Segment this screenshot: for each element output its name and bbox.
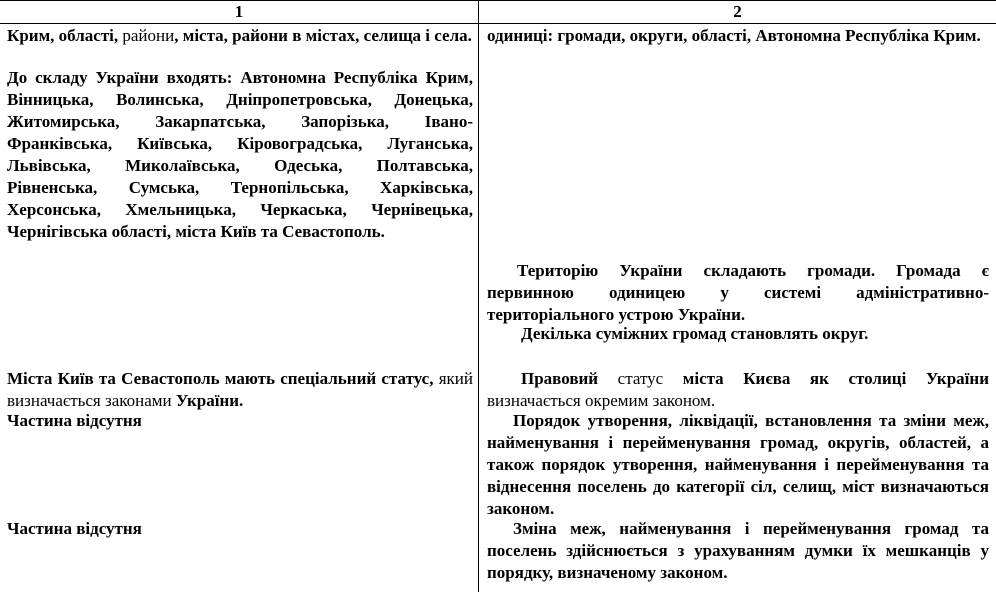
right-status-text-a: Правовий [521,369,618,388]
right-status-text-c: міста Києва як столиці України [663,369,989,388]
left-cell-special-status [7,368,473,412]
column-header-1: 1 [0,0,478,24]
column-divider [478,0,479,592]
left-cell-missing-2: Частина відсутня [7,519,142,538]
right-cell-units: одиниці: громади, округи, області, Автономна Республіка Крим. [487,26,981,45]
right-cell-procedure: Порядок утворення, ліквідації, встановлення та зміни меж, найменування і перейменування громад, округів, областей, а також порядок утворення, найменування і перейменування та віднесення поселень до категорії сіл, селищ, міст визначаються законом. [487,411,989,518]
left-units-text-c: , міста, райони в містах, селища і села. [174,26,472,45]
right-status-text-d: визначається окремим законом. [487,391,716,410]
left-cell-missing-1: Частина відсутня [7,411,142,430]
left-cell-composition: До складу України входять: Автономна Республіка Крим, Вінницька, Волинська, Дніпропетровська, Донецька, Житомирська, Закарпатська, Запорізька, Івано-Франківська, Київська, Кіровоградська, Луганська, Львівська, Миколаївська, Одеська, Полтавська, Рівненська, Сумська, Тернопільська, Харківська, Херсонська, Хмельницька, Черкаська, Чернівецька, Чернігівська області, міста Київ та Севастополь. [7,68,473,241]
right-cell-territory: Територію України складають громади. Громада є первинною одиницею у системі адміністративно-територіального устрою України. [487,261,989,324]
right-cell-okrug: Декілька суміжних громад становлять округ. [521,324,869,343]
right-status-text-b: статус [617,369,664,388]
right-cell-kyiv-status [487,368,989,412]
right-cell-boundary-change: Зміна меж, найменування і перейменування громад та поселень здійснюється з урахуванням думки їх мешканців у порядку, визначеному законом. [487,519,989,582]
left-status-text-b: який визначається законами [7,369,473,410]
column-header-2: 2 [479,0,996,24]
left-status-text-a: Міста Київ та Севастополь мають спеціальний статус, [7,369,439,388]
left-units-text-b: райони [122,26,175,45]
left-cell-units [7,25,473,47]
left-status-text-c: України. [171,391,244,410]
left-units-text-a: Крим, області, [7,26,123,45]
